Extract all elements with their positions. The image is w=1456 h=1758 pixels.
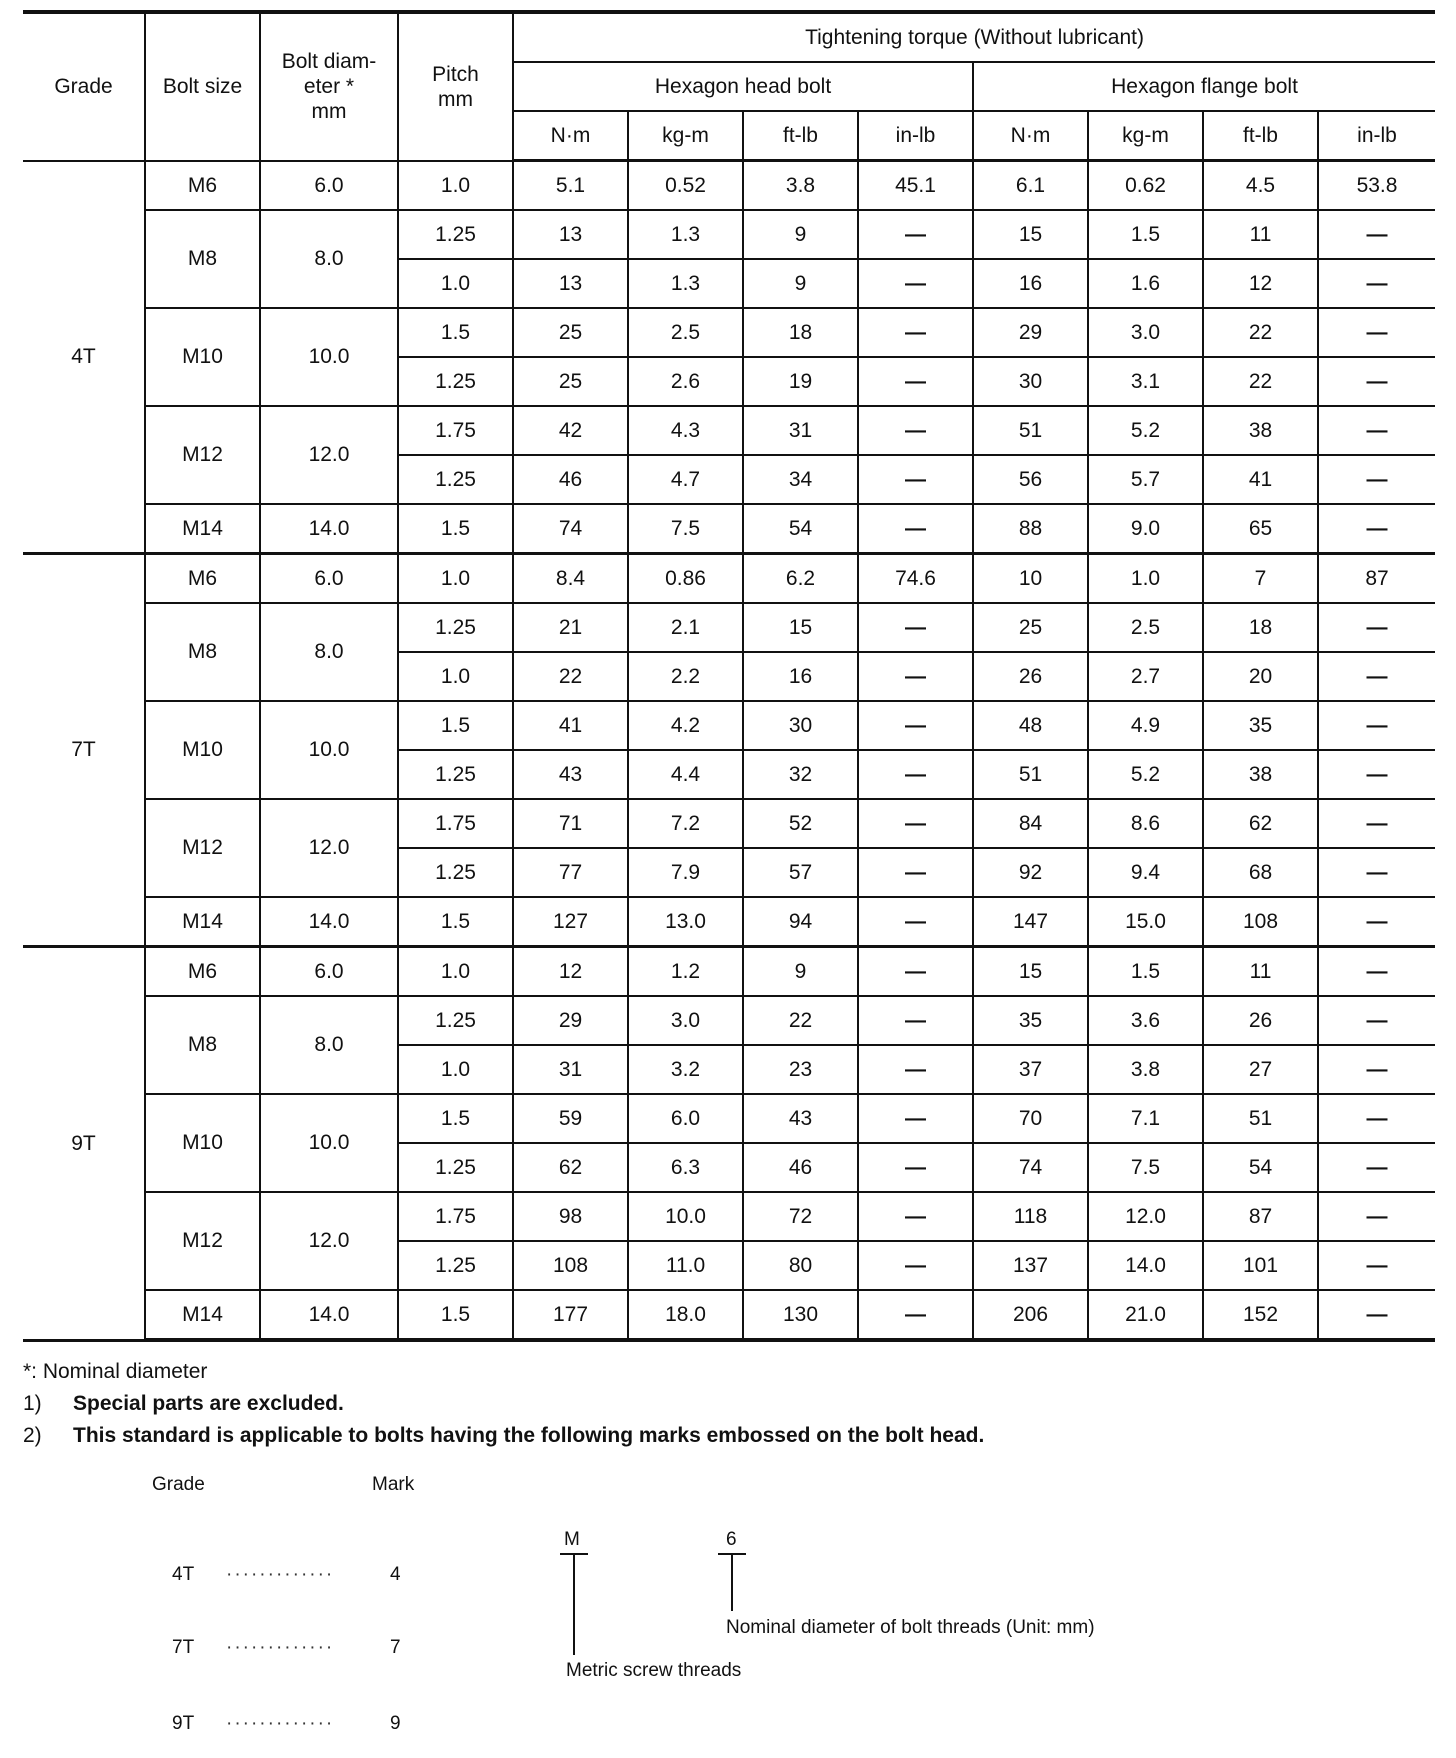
hex-flange-ftlb-cell: 101 [1203,1241,1318,1290]
hex-head-inlb-cell: — [858,1143,973,1192]
bolt-size-cell: M6 [145,161,260,211]
hex-flange-kgm-cell: 7.5 [1088,1143,1203,1192]
hex-flange-nm-cell: 6.1 [973,161,1088,211]
hex-head-nm-cell: 22 [513,652,628,701]
grade-cell: 9T [23,947,145,1341]
hex-flange-ftlb-cell: 38 [1203,406,1318,455]
hex-flange-nm-cell: 92 [973,848,1088,897]
hex-head-inlb-cell: 45.1 [858,161,973,211]
hex-head-ftlb-cell: 6.2 [743,554,858,604]
hex-flange-inlb-cell: — [1318,1192,1435,1241]
hex-flange-nm-cell: 51 [973,750,1088,799]
hex-head-kgm-cell: 0.86 [628,554,743,604]
hex-flange-ftlb-cell: 11 [1203,210,1318,259]
pitch-cell: 1.5 [398,504,513,554]
pitch-cell: 1.5 [398,308,513,357]
hex-head-kgm-cell: 2.5 [628,308,743,357]
bolt-size-cell: M12 [145,406,260,504]
diagram-number-6: 6 [726,1529,737,1550]
hex-head-nm-cell: 177 [513,1290,628,1340]
header-unit: in-lb [1318,111,1435,161]
hex-flange-kgm-cell: 3.1 [1088,357,1203,406]
hex-head-kgm-cell: 0.52 [628,161,743,211]
hex-flange-inlb-cell: — [1318,1094,1435,1143]
hex-flange-kgm-cell: 3.8 [1088,1045,1203,1094]
header-unit: kg-m [1088,111,1203,161]
hex-flange-kgm-cell: 8.6 [1088,799,1203,848]
hex-flange-nm-cell: 26 [973,652,1088,701]
hex-flange-nm-cell: 84 [973,799,1088,848]
pitch-cell: 1.0 [398,652,513,701]
hex-head-inlb-cell: — [858,210,973,259]
header-bolt-size: Bolt size [145,12,260,161]
hex-flange-inlb-cell: — [1318,652,1435,701]
hex-head-nm-cell: 41 [513,701,628,750]
hex-head-kgm-cell: 13.0 [628,897,743,947]
bolt-size-cell: M14 [145,504,260,554]
pitch-cell: 1.75 [398,1192,513,1241]
hex-flange-kgm-cell: 3.6 [1088,996,1203,1045]
hex-flange-kgm-cell: 2.5 [1088,603,1203,652]
hex-flange-nm-cell: 25 [973,603,1088,652]
bolt-size-cell: M10 [145,701,260,799]
hex-head-inlb-cell: — [858,848,973,897]
bolt-diameter-cell: 12.0 [260,406,398,504]
hex-flange-kgm-cell: 1.6 [1088,259,1203,308]
bolt-size-cell: M12 [145,799,260,897]
hex-head-kgm-cell: 7.5 [628,504,743,554]
bolt-size-cell: M12 [145,1192,260,1290]
hex-head-kgm-cell: 7.9 [628,848,743,897]
hex-head-kgm-cell: 2.6 [628,357,743,406]
hex-head-kgm-cell: 4.4 [628,750,743,799]
header-tightening-torque: Tightening torque (Without lubricant) [513,12,1435,62]
hex-flange-ftlb-cell: 87 [1203,1192,1318,1241]
hex-flange-nm-cell: 35 [973,996,1088,1045]
marks-row-grade: 9T [172,1713,195,1734]
hex-flange-ftlb-cell: 41 [1203,455,1318,504]
hex-flange-inlb-cell: — [1318,406,1435,455]
hex-head-ftlb-cell: 9 [743,210,858,259]
hex-head-inlb-cell: — [858,750,973,799]
pitch-cell: 1.5 [398,701,513,750]
marks-row-dots: ············· [226,1713,335,1734]
pitch-cell: 1.25 [398,996,513,1045]
header-hexagon-flange-bolt: Hexagon flange bolt [973,62,1435,111]
hex-head-ftlb-cell: 72 [743,1192,858,1241]
hex-head-kgm-cell: 11.0 [628,1241,743,1290]
hex-flange-nm-cell: 48 [973,701,1088,750]
hex-head-nm-cell: 127 [513,897,628,947]
header-pitch: Pitch mm [398,12,513,161]
note-text: This standard is applicable to bolts having the following marks embossed on the bolt head. [73,1424,985,1447]
bolt-diameter-cell: 8.0 [260,603,398,701]
hex-flange-nm-cell: 16 [973,259,1088,308]
hex-flange-kgm-cell: 5.2 [1088,406,1203,455]
note-number: 2) [23,1424,42,1447]
hex-flange-ftlb-cell: 108 [1203,897,1318,947]
hex-flange-ftlb-cell: 54 [1203,1143,1318,1192]
hex-flange-inlb-cell: — [1318,308,1435,357]
hex-head-nm-cell: 62 [513,1143,628,1192]
hex-head-kgm-cell: 2.1 [628,603,743,652]
hex-flange-inlb-cell: — [1318,455,1435,504]
hex-head-kgm-cell: 4.7 [628,455,743,504]
hex-head-ftlb-cell: 43 [743,1094,858,1143]
hex-flange-ftlb-cell: 27 [1203,1045,1318,1094]
pitch-cell: 1.5 [398,1290,513,1340]
bolt-size-cell: M14 [145,897,260,947]
hex-flange-nm-cell: 70 [973,1094,1088,1143]
hex-flange-inlb-cell: — [1318,848,1435,897]
grade-cell: 4T [23,161,145,554]
hex-head-ftlb-cell: 34 [743,455,858,504]
hex-flange-kgm-cell: 14.0 [1088,1241,1203,1290]
hex-flange-inlb-cell: — [1318,357,1435,406]
hex-head-nm-cell: 43 [513,750,628,799]
hex-head-kgm-cell: 1.3 [628,210,743,259]
hex-head-kgm-cell: 4.3 [628,406,743,455]
pitch-cell: 1.25 [398,750,513,799]
bolt-size-cell: M10 [145,308,260,406]
hex-head-inlb-cell: — [858,406,973,455]
marks-row-grade: 7T [172,1637,195,1658]
bolt-diameter-cell: 14.0 [260,1290,398,1340]
hex-head-nm-cell: 98 [513,1192,628,1241]
note-text: Special parts are excluded. [73,1392,344,1415]
hex-head-nm-cell: 13 [513,210,628,259]
header-unit: in-lb [858,111,973,161]
hex-head-kgm-cell: 7.2 [628,799,743,848]
bolt-size-cell: M6 [145,554,260,604]
pitch-cell: 1.25 [398,603,513,652]
hex-flange-ftlb-cell: 22 [1203,308,1318,357]
marks-row-mark: 9 [390,1713,401,1734]
hex-flange-nm-cell: 74 [973,1143,1088,1192]
hex-flange-kgm-cell: 9.0 [1088,504,1203,554]
pitch-cell: 1.25 [398,357,513,406]
header-hexagon-head-bolt: Hexagon head bolt [513,62,973,111]
hex-flange-inlb-cell: — [1318,504,1435,554]
bolt-diameter-cell: 10.0 [260,308,398,406]
hex-head-inlb-cell: — [858,947,973,997]
hex-head-ftlb-cell: 30 [743,701,858,750]
bolt-size-cell: M8 [145,996,260,1094]
note-nominal-diameter: *: Nominal diameter [23,1360,208,1383]
bolt-diameter-cell: 10.0 [260,701,398,799]
header-unit: N·m [973,111,1088,161]
hex-flange-nm-cell: 29 [973,308,1088,357]
bolt-diameter-cell: 8.0 [260,210,398,308]
hex-flange-inlb-cell: — [1318,210,1435,259]
marks-row-mark: 7 [390,1637,401,1658]
hex-head-nm-cell: 25 [513,357,628,406]
hex-head-nm-cell: 77 [513,848,628,897]
pitch-cell: 1.25 [398,1241,513,1290]
hex-head-inlb-cell: — [858,652,973,701]
hex-flange-inlb-cell: — [1318,799,1435,848]
hex-flange-ftlb-cell: 22 [1203,357,1318,406]
hex-head-kgm-cell: 1.2 [628,947,743,997]
hex-flange-inlb-cell: 87 [1318,554,1435,604]
hex-head-nm-cell: 12 [513,947,628,997]
hex-flange-inlb-cell: — [1318,1290,1435,1340]
grade-cell: 7T [23,554,145,947]
diagram-letter-label: Metric screw threads [566,1660,742,1681]
pitch-cell: 1.0 [398,259,513,308]
bolt-size-cell: M8 [145,210,260,308]
hex-flange-inlb-cell: — [1318,996,1435,1045]
diagram-letter-m: M [564,1529,580,1550]
pitch-cell: 1.5 [398,897,513,947]
hex-head-ftlb-cell: 46 [743,1143,858,1192]
hex-flange-ftlb-cell: 51 [1203,1094,1318,1143]
hex-flange-nm-cell: 15 [973,210,1088,259]
hex-flange-kgm-cell: 5.7 [1088,455,1203,504]
hex-flange-nm-cell: 206 [973,1290,1088,1340]
pitch-cell: 1.25 [398,848,513,897]
hex-head-inlb-cell: — [858,357,973,406]
hex-flange-inlb-cell: — [1318,947,1435,997]
hex-flange-nm-cell: 37 [973,1045,1088,1094]
hex-head-nm-cell: 25 [513,308,628,357]
hex-head-ftlb-cell: 57 [743,848,858,897]
diagram-letter-leader [573,1555,575,1655]
hex-flange-kgm-cell: 4.9 [1088,701,1203,750]
hex-head-nm-cell: 21 [513,603,628,652]
hex-head-inlb-cell: — [858,504,973,554]
hex-flange-kgm-cell: 7.1 [1088,1094,1203,1143]
hex-head-inlb-cell: — [858,308,973,357]
hex-head-inlb-cell: — [858,1290,973,1340]
hex-flange-inlb-cell: — [1318,897,1435,947]
hex-head-nm-cell: 108 [513,1241,628,1290]
hex-flange-ftlb-cell: 4.5 [1203,161,1318,211]
bolt-diameter-cell: 14.0 [260,504,398,554]
hex-flange-kgm-cell: 1.5 [1088,947,1203,997]
hex-flange-ftlb-cell: 26 [1203,996,1318,1045]
pitch-cell: 1.25 [398,210,513,259]
hex-head-kgm-cell: 3.2 [628,1045,743,1094]
hex-head-inlb-cell: — [858,701,973,750]
hex-flange-kgm-cell: 2.7 [1088,652,1203,701]
hex-head-ftlb-cell: 32 [743,750,858,799]
hex-head-nm-cell: 5.1 [513,161,628,211]
hex-head-inlb-cell: 74.6 [858,554,973,604]
hex-head-nm-cell: 59 [513,1094,628,1143]
hex-head-inlb-cell: — [858,455,973,504]
marks-grade-header: Grade [152,1474,205,1495]
hex-head-ftlb-cell: 19 [743,357,858,406]
marks-row-dots: ············· [226,1564,335,1585]
hex-flange-ftlb-cell: 152 [1203,1290,1318,1340]
bolt-diameter-cell: 12.0 [260,1192,398,1290]
hex-head-ftlb-cell: 18 [743,308,858,357]
hex-head-ftlb-cell: 16 [743,652,858,701]
hex-head-ftlb-cell: 3.8 [743,161,858,211]
hex-head-ftlb-cell: 22 [743,996,858,1045]
header-unit: kg-m [628,111,743,161]
hex-flange-ftlb-cell: 12 [1203,259,1318,308]
header-bolt-diameter: Bolt diam- eter * mm [260,12,398,161]
hex-head-nm-cell: 8.4 [513,554,628,604]
hex-flange-ftlb-cell: 20 [1203,652,1318,701]
hex-flange-inlb-cell: — [1318,1143,1435,1192]
hex-head-ftlb-cell: 15 [743,603,858,652]
hex-head-nm-cell: 13 [513,259,628,308]
hex-head-ftlb-cell: 9 [743,259,858,308]
marks-mark-header: Mark [372,1474,415,1495]
hex-flange-kgm-cell: 9.4 [1088,848,1203,897]
hex-flange-inlb-cell: — [1318,750,1435,799]
hex-flange-ftlb-cell: 18 [1203,603,1318,652]
bolt-size-cell: M8 [145,603,260,701]
hex-head-inlb-cell: — [858,897,973,947]
pitch-cell: 1.75 [398,799,513,848]
hex-flange-kgm-cell: 12.0 [1088,1192,1203,1241]
bolt-size-cell: M10 [145,1094,260,1192]
bolt-size-cell: M6 [145,947,260,997]
pitch-cell: 1.0 [398,1045,513,1094]
bolt-diameter-cell: 14.0 [260,897,398,947]
diagram-number-label: Nominal diameter of bolt threads (Unit: mm) [726,1617,1095,1638]
header-unit: ft-lb [1203,111,1318,161]
hex-head-inlb-cell: — [858,799,973,848]
hex-flange-kgm-cell: 1.0 [1088,554,1203,604]
hex-head-ftlb-cell: 31 [743,406,858,455]
hex-flange-inlb-cell: — [1318,1241,1435,1290]
pitch-cell: 1.5 [398,1094,513,1143]
hex-head-kgm-cell: 6.3 [628,1143,743,1192]
bolt-diameter-cell: 8.0 [260,996,398,1094]
hex-flange-ftlb-cell: 65 [1203,504,1318,554]
hex-flange-inlb-cell: — [1318,1045,1435,1094]
header-unit: N·m [513,111,628,161]
hex-flange-ftlb-cell: 38 [1203,750,1318,799]
hex-flange-kgm-cell: 15.0 [1088,897,1203,947]
hex-flange-nm-cell: 118 [973,1192,1088,1241]
hex-head-kgm-cell: 4.2 [628,701,743,750]
hex-flange-inlb-cell: — [1318,603,1435,652]
hex-head-inlb-cell: — [858,1241,973,1290]
hex-flange-kgm-cell: 3.0 [1088,308,1203,357]
hex-head-ftlb-cell: 23 [743,1045,858,1094]
hex-flange-inlb-cell: — [1318,701,1435,750]
marks-row-dots: ············· [226,1637,335,1658]
hex-flange-nm-cell: 15 [973,947,1088,997]
pitch-cell: 1.25 [398,1143,513,1192]
pitch-cell: 1.0 [398,554,513,604]
hex-head-ftlb-cell: 80 [743,1241,858,1290]
hex-flange-ftlb-cell: 11 [1203,947,1318,997]
hex-head-inlb-cell: — [858,1192,973,1241]
hex-flange-nm-cell: 10 [973,554,1088,604]
hex-head-nm-cell: 46 [513,455,628,504]
bolt-size-cell: M14 [145,1290,260,1340]
bolt-diameter-cell: 6.0 [260,554,398,604]
hex-head-ftlb-cell: 130 [743,1290,858,1340]
hex-flange-nm-cell: 137 [973,1241,1088,1290]
header-unit: ft-lb [743,111,858,161]
note-number: 1) [23,1392,42,1415]
hex-flange-nm-cell: 147 [973,897,1088,947]
diagram-number-leader [731,1555,733,1611]
hex-head-kgm-cell: 3.0 [628,996,743,1045]
hex-head-kgm-cell: 10.0 [628,1192,743,1241]
hex-head-inlb-cell: — [858,996,973,1045]
hex-flange-nm-cell: 88 [973,504,1088,554]
pitch-cell: 1.0 [398,947,513,997]
bolt-diameter-cell: 6.0 [260,947,398,997]
hex-head-inlb-cell: — [858,259,973,308]
pitch-cell: 1.0 [398,161,513,211]
hex-head-inlb-cell: — [858,1094,973,1143]
hex-head-nm-cell: 29 [513,996,628,1045]
hex-flange-ftlb-cell: 35 [1203,701,1318,750]
hex-flange-kgm-cell: 21.0 [1088,1290,1203,1340]
bolt-diameter-cell: 12.0 [260,799,398,897]
header-grade: Grade [23,12,145,161]
hex-flange-ftlb-cell: 68 [1203,848,1318,897]
pitch-cell: 1.25 [398,455,513,504]
bolt-diameter-cell: 6.0 [260,161,398,211]
hex-head-kgm-cell: 2.2 [628,652,743,701]
hex-flange-ftlb-cell: 62 [1203,799,1318,848]
pitch-cell: 1.75 [398,406,513,455]
bolt-diameter-cell: 10.0 [260,1094,398,1192]
hex-head-nm-cell: 74 [513,504,628,554]
hex-head-ftlb-cell: 54 [743,504,858,554]
hex-head-nm-cell: 31 [513,1045,628,1094]
hex-head-nm-cell: 71 [513,799,628,848]
hex-flange-inlb-cell: 53.8 [1318,161,1435,211]
hex-head-inlb-cell: — [858,1045,973,1094]
hex-flange-nm-cell: 51 [973,406,1088,455]
hex-head-kgm-cell: 1.3 [628,259,743,308]
hex-flange-kgm-cell: 1.5 [1088,210,1203,259]
hex-flange-inlb-cell: — [1318,259,1435,308]
hex-flange-nm-cell: 30 [973,357,1088,406]
hex-flange-nm-cell: 56 [973,455,1088,504]
hex-flange-ftlb-cell: 7 [1203,554,1318,604]
marks-row-mark: 4 [390,1564,401,1585]
hex-head-ftlb-cell: 9 [743,947,858,997]
hex-head-nm-cell: 42 [513,406,628,455]
hex-head-ftlb-cell: 94 [743,897,858,947]
hex-head-kgm-cell: 18.0 [628,1290,743,1340]
hex-flange-kgm-cell: 5.2 [1088,750,1203,799]
hex-flange-kgm-cell: 0.62 [1088,161,1203,211]
hex-head-ftlb-cell: 52 [743,799,858,848]
marks-row-grade: 4T [172,1564,195,1585]
hex-head-kgm-cell: 6.0 [628,1094,743,1143]
hex-head-inlb-cell: — [858,603,973,652]
